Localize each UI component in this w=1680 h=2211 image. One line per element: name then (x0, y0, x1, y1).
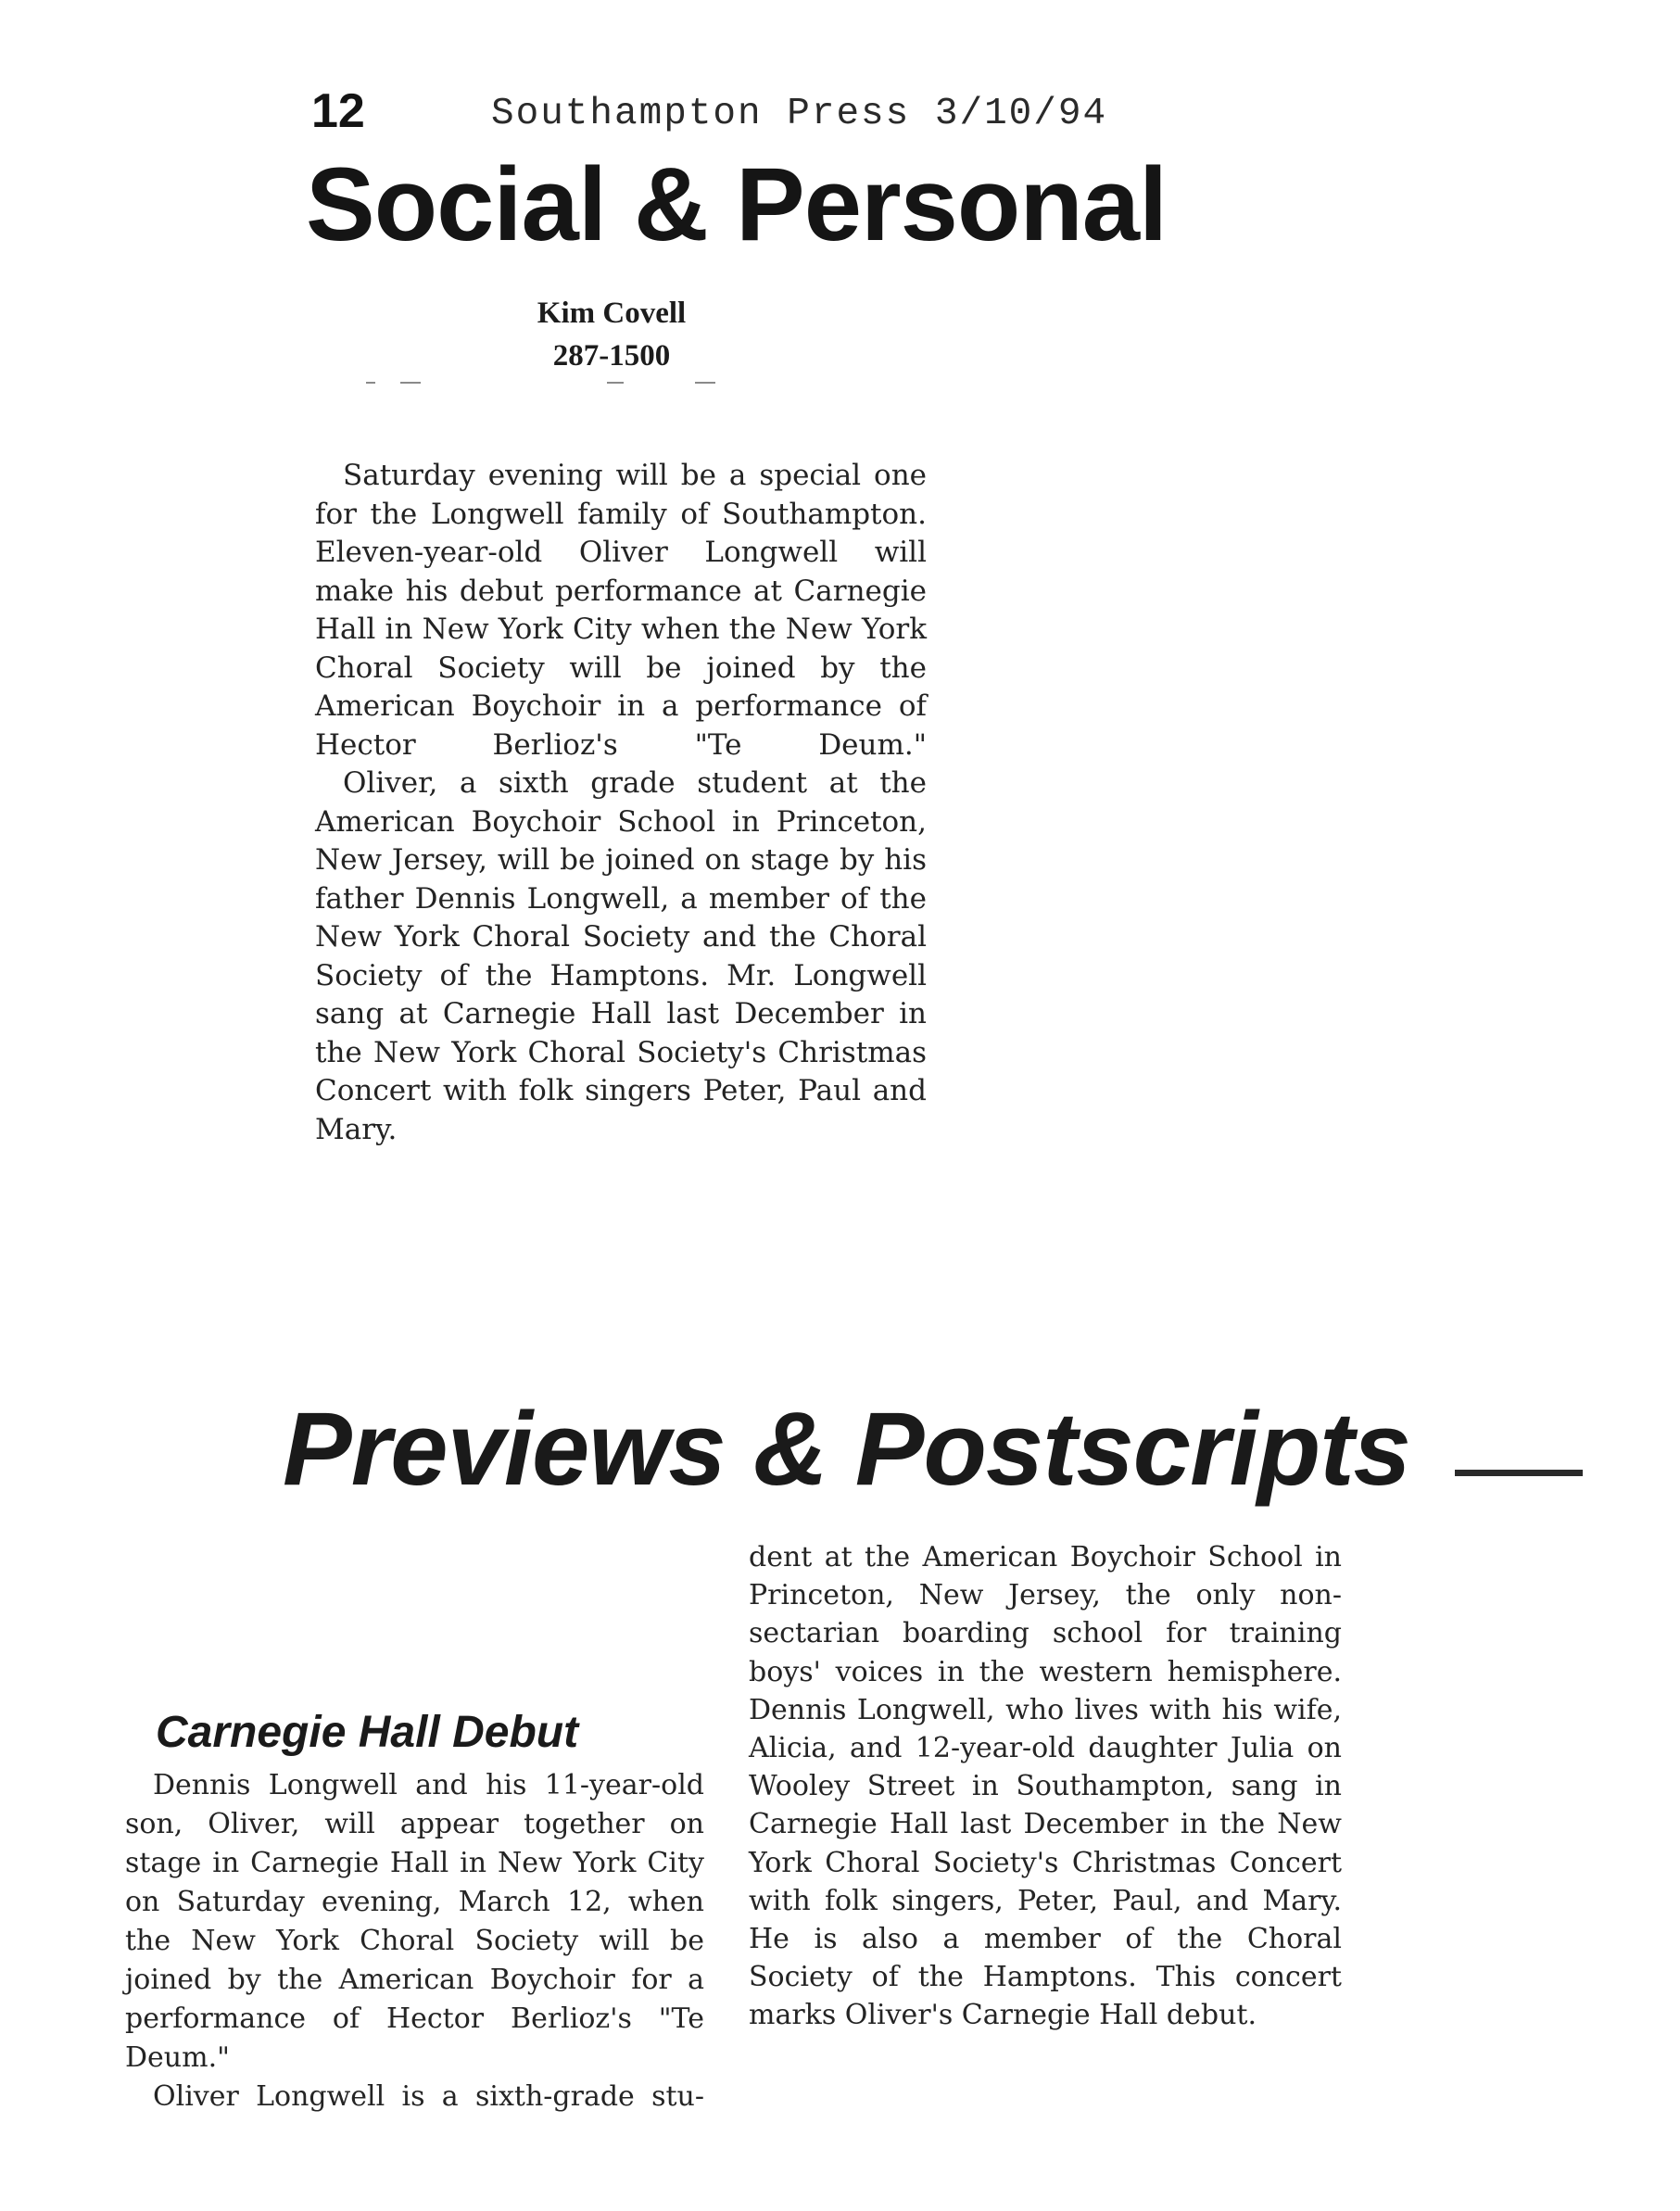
rule-dash (366, 382, 375, 384)
paragraph: dent at the American Boychoir School in Princeton, New Jersey, the only non-sectarian boarding school for training boys' voices in the western hemisphere. Dennis Longwell, who lives with his wife, Alicia, and 12-year-old daughter Julia on Wooley Street in Southampton, sang in Carnegie Hall last December in the New York Choral Society's Christmas Concert with folk singers, Peter, Paul, and Mary. He is also a member of the Choral Society of the Hamptons. This concert marks Oliver's Carnegie Hall debut. (749, 1541, 1342, 2032)
paragraph: Oliver, a sixth grade student at the American Boychoir School in Princeton, New Jersey, will be joined on stage by his father Dennis Longwell, a member of the New York Choral Society and the Choral Society of the Hamptons. Mr. Longwell sang at Carnegie Hall last December in the New York Choral Society's Christmas Concert with folk singers Peter, Paul and Mary. (315, 766, 927, 1146)
section-title-social-personal: Social & Personal (306, 146, 1168, 262)
paragraph: Oliver Longwell is a sixth-grade stu- (153, 2080, 704, 2113)
story-heading: Carnegie Hall Debut (156, 1708, 579, 1757)
article-column-right (749, 1538, 1342, 2035)
rule-dash (400, 382, 421, 384)
page-number: 12 (311, 84, 365, 138)
title-underline (1455, 1470, 1583, 1476)
byline (519, 292, 704, 377)
article-social-personal (315, 457, 927, 1149)
paragraph: Dennis Longwell and his 11-year-old son, Oliver, will appear together on stage in Carnegie Hall in New York City on Saturday evening, March 12, when the New York Choral Society will be joined by the American Boychoir for a performance of Hector Berlioz's "Te Deum." (125, 1769, 704, 2074)
section-title-previews-postscripts: Previews & Postscripts (283, 1391, 1410, 1507)
article-column-left (125, 1766, 704, 2116)
rule-dash (695, 382, 715, 384)
byline-name: Kim Covell (537, 297, 687, 330)
byline-phone: 287-1500 (552, 339, 671, 373)
rule-dash (607, 382, 624, 384)
publication-line: Southampton Press 3/10/94 (491, 93, 1108, 135)
paragraph: Saturday evening will be a special one for the Longwell family of Southampton. Eleven-year-old Oliver Longwell will make his debut performance at Carnegie Hall in New York City when the New York Choral Society will be joined by the American Boychoir in a performance of Hector Berlioz's "Te Deum." (315, 459, 927, 762)
